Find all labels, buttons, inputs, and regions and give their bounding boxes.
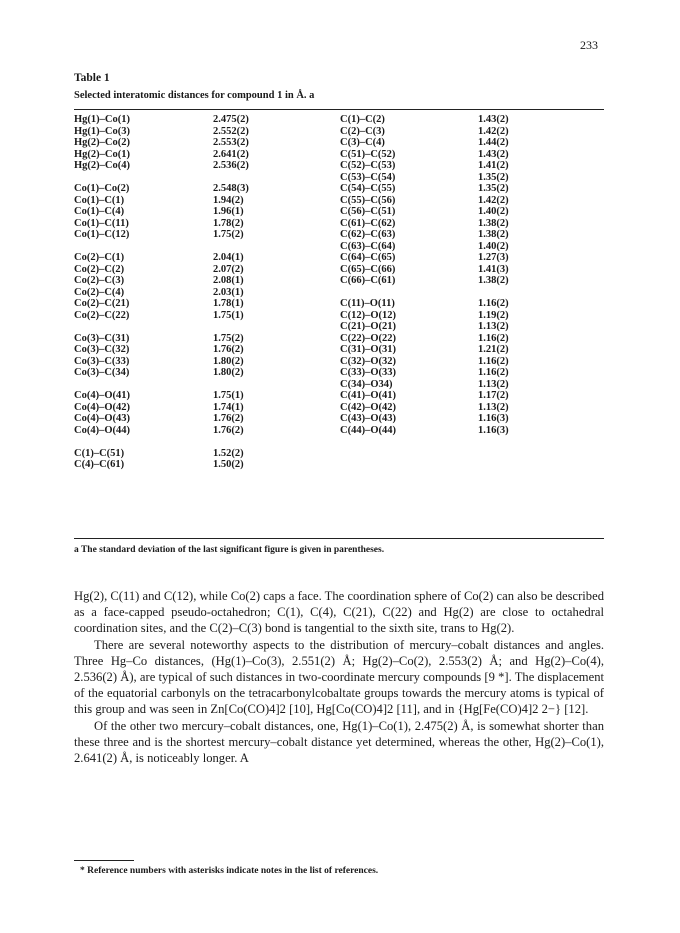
bond-label: Co(4)–O(42): [74, 401, 130, 413]
bond-value: 2.641(2): [213, 148, 249, 160]
bond-value: 2.548(3): [213, 183, 249, 194]
bond-value: 1.75(1): [213, 309, 244, 321]
bond-label: Co(1)–Co(2): [74, 183, 130, 194]
bond-label: Co(2)–C(1): [74, 252, 125, 263]
bond-label: C(32)–O(32): [340, 355, 396, 367]
bond-value: 1.13(2): [478, 321, 509, 332]
bond-label: C(53)–C(54): [340, 171, 396, 183]
bond-value: 1.13(2): [478, 378, 509, 390]
bond-label: C(51)–C(52): [340, 148, 396, 160]
bond-value: 1.44(2): [478, 137, 509, 148]
bond-label: C(62)–C(63): [340, 229, 396, 240]
row-gap: [213, 379, 249, 391]
bond-label: C(43)–O(43): [340, 413, 396, 424]
bond-label: C(12)–O(12): [340, 309, 396, 321]
bond-label: C(52)–C(53): [340, 160, 396, 171]
table-bottom-rule: [74, 538, 604, 539]
bond-label: Co(4)–O(43): [74, 413, 130, 424]
bond-label: Co(3)–C(31): [74, 332, 130, 344]
row-gap: [340, 287, 396, 299]
bond-value: 1.27(3): [478, 252, 509, 263]
bond-value: 1.76(2): [213, 424, 244, 436]
bond-value: 1.38(2): [478, 275, 509, 286]
bond-label: Co(3)–C(32): [74, 344, 130, 355]
bond-label: Hg(2)–Co(1): [74, 148, 130, 160]
bond-value: 1.74(1): [213, 401, 244, 413]
bond-label: C(44)–O(44): [340, 424, 396, 436]
row-gap: [74, 379, 130, 391]
bond-label: Co(3)–C(34): [74, 367, 130, 378]
bond-value: 1.16(2): [478, 298, 509, 309]
bond-value: 1.94(2): [213, 194, 244, 206]
row-gap: [74, 321, 130, 333]
table-top-rule: [74, 109, 604, 110]
bond-value: 1.16(2): [478, 367, 509, 378]
bond-label: C(63)–C(64): [340, 240, 396, 252]
bond-label: C(2)–C(3): [340, 125, 385, 137]
bond-label: C(41)–O(41): [340, 390, 396, 401]
bond-value: 1.16(2): [478, 332, 509, 344]
bond-value: 1.75(2): [213, 229, 244, 240]
bond-value: 1.16(2): [478, 355, 509, 367]
bond-value: 2.03(1): [213, 286, 244, 298]
bond-label: C(34)–O34): [340, 378, 393, 390]
bond-labels-column-2: [340, 114, 396, 436]
bond-label: Hg(2)–Co(4): [74, 160, 130, 171]
bond-value: 1.76(2): [213, 413, 244, 424]
bond-value: 1.38(2): [478, 229, 509, 240]
bond-value: 2.552(2): [213, 125, 249, 137]
bond-label: Hg(1)–Co(3): [74, 125, 130, 137]
bond-label: C(11)–O(11): [340, 298, 395, 309]
table-title: Table 1: [74, 72, 110, 84]
bond-value: 1.35(2): [478, 171, 509, 183]
bond-label: C(31)–O(31): [340, 344, 396, 355]
bond-label: C(55)–C(56): [340, 194, 396, 206]
bond-label: C(42)–O(42): [340, 401, 396, 413]
row-gap: [213, 321, 249, 333]
row-gap: [213, 172, 249, 184]
bond-label: Hg(1)–Co(1): [74, 114, 130, 125]
bond-value: 1.78(1): [213, 298, 244, 309]
bond-values-column-1: [213, 114, 249, 471]
bond-label: Co(4)–O(41): [74, 390, 130, 401]
row-gap: [213, 241, 249, 253]
bond-value: 1.17(2): [478, 390, 509, 401]
row-gap: [478, 287, 509, 299]
bond-value: 1.96(1): [213, 206, 244, 217]
bond-value: 1.75(1): [213, 390, 244, 401]
bond-value: 2.536(2): [213, 160, 249, 171]
footnote-rule: [74, 860, 134, 861]
row-gap: [213, 436, 249, 448]
bond-value: 1.21(2): [478, 344, 509, 355]
bond-value: 2.04(1): [213, 252, 244, 263]
bond-value: 1.80(2): [213, 367, 244, 378]
bond-label: C(33)–O(33): [340, 367, 396, 378]
bond-value: 1.40(2): [478, 240, 509, 252]
bond-value: 1.41(2): [478, 160, 509, 171]
bond-value: 1.80(2): [213, 355, 244, 367]
bond-value: 1.52(2): [213, 447, 244, 459]
bond-label: Co(2)–C(4): [74, 286, 125, 298]
bond-label: C(3)–C(4): [340, 137, 385, 148]
bond-value: 1.41(3): [478, 263, 509, 275]
paragraph-1: Hg(2), C(11) and C(12), while Co(2) caps a face. The coordination sphere of Co(2) can also be described as a face-capped pseudo-octahedron; C(1), C(4), C(21), C(22) and Hg(2) are close to octahedral coordination sites, and the C(2)–C(3) bond is tangential to the sixth site, trans to Hg(2).: [74, 589, 604, 636]
paragraph-3: Of the other two mercury–cobalt distances, one, Hg(1)–Co(1), 2.475(2) Å, is somewhat shorter than these three and is the shortest mercury–cobalt distance yet determined, whereas the other, Hg(2)–Co(1), 2.641(2) Å, is noticeably longer. A: [74, 718, 604, 766]
bond-label: Co(2)–C(22): [74, 309, 130, 321]
bond-label: Co(3)–C(33): [74, 355, 130, 367]
body-text: [74, 588, 604, 766]
bond-value: 1.78(2): [213, 217, 244, 229]
table-footnote: a The standard deviation of the last significant figure is given in parentheses.: [74, 545, 385, 555]
bond-label: Co(1)–C(4): [74, 206, 125, 217]
bond-label: C(54)–C(55): [340, 183, 396, 194]
bond-label: Co(2)–C(2): [74, 263, 125, 275]
row-gap: [74, 241, 130, 253]
bond-value: 1.50(2): [213, 459, 244, 470]
bond-label: C(1)–C(51): [74, 447, 125, 459]
bond-value: 1.76(2): [213, 344, 244, 355]
page-footnote: * Reference numbers with asterisks indicate notes in the list of references.: [80, 866, 379, 876]
bond-value: 2.475(2): [213, 114, 249, 125]
bond-label: Hg(2)–Co(2): [74, 137, 130, 148]
bond-value: 1.43(2): [478, 148, 509, 160]
bond-label: Co(2)–C(21): [74, 298, 130, 309]
row-gap: [74, 436, 130, 448]
bond-value: 2.553(2): [213, 137, 249, 148]
bond-value: 1.16(3): [478, 424, 509, 436]
bond-label: Co(1)–C(1): [74, 194, 125, 206]
bond-label: C(66)–C(61): [340, 275, 396, 286]
bond-label: C(21)–O(21): [340, 321, 396, 332]
bond-values-column-2: [478, 114, 509, 436]
bond-label: C(1)–C(2): [340, 114, 385, 125]
bond-value: 2.08(1): [213, 275, 244, 286]
bond-label: C(61)–C(62): [340, 217, 396, 229]
bond-label: Co(1)–C(12): [74, 229, 130, 240]
bond-label: Co(2)–C(3): [74, 275, 125, 286]
bond-label: C(64)–C(65): [340, 252, 396, 263]
bond-value: 1.42(2): [478, 125, 509, 137]
paragraph-2: There are several noteworthy aspects to the distribution of mercury–cobalt distances and angles. Three Hg–Co distances, (Hg(1)–Co(3), 2.551(2) Å; Hg(2)–Co(2), 2.553(2) Å; and Hg(2)–Co(4), 2.536(2) Å), are typical of such distances in two-coordinate mercury compounds [9 *]. The displacement of the equatorial carbonyls on the tetracarbonylcobaltate groups towards the mercury atoms is typical of this group and was seen in Zn[Co(CO)4]2 [10], Hg[Co(CO)4]2 [11], and in {Hg[Fe(CO)4]2 2−} [12].: [74, 637, 604, 717]
bond-value: 1.40(2): [478, 206, 509, 217]
bond-label: C(4)–C(61): [74, 459, 125, 470]
bond-value: 1.38(2): [478, 217, 509, 229]
bond-value: 2.07(2): [213, 263, 244, 275]
row-gap: [74, 172, 130, 184]
bond-value: 1.16(3): [478, 413, 509, 424]
bond-value: 1.42(2): [478, 194, 509, 206]
bond-label: C(56)–C(51): [340, 206, 396, 217]
bond-value: 1.35(2): [478, 183, 509, 194]
bond-label: C(22)–O(22): [340, 332, 396, 344]
bond-label: Co(1)–C(11): [74, 217, 129, 229]
page-number: 233: [580, 38, 598, 52]
bond-labels-column-1: [74, 114, 130, 471]
bond-value: 1.13(2): [478, 401, 509, 413]
bond-value: 1.43(2): [478, 114, 509, 125]
bond-value: 1.19(2): [478, 309, 509, 321]
bond-label: Co(4)–O(44): [74, 424, 130, 436]
table-caption: Selected interatomic distances for compound 1 in Å. a: [74, 90, 315, 101]
bond-label: C(65)–C(66): [340, 263, 396, 275]
bond-value: 1.75(2): [213, 332, 244, 344]
